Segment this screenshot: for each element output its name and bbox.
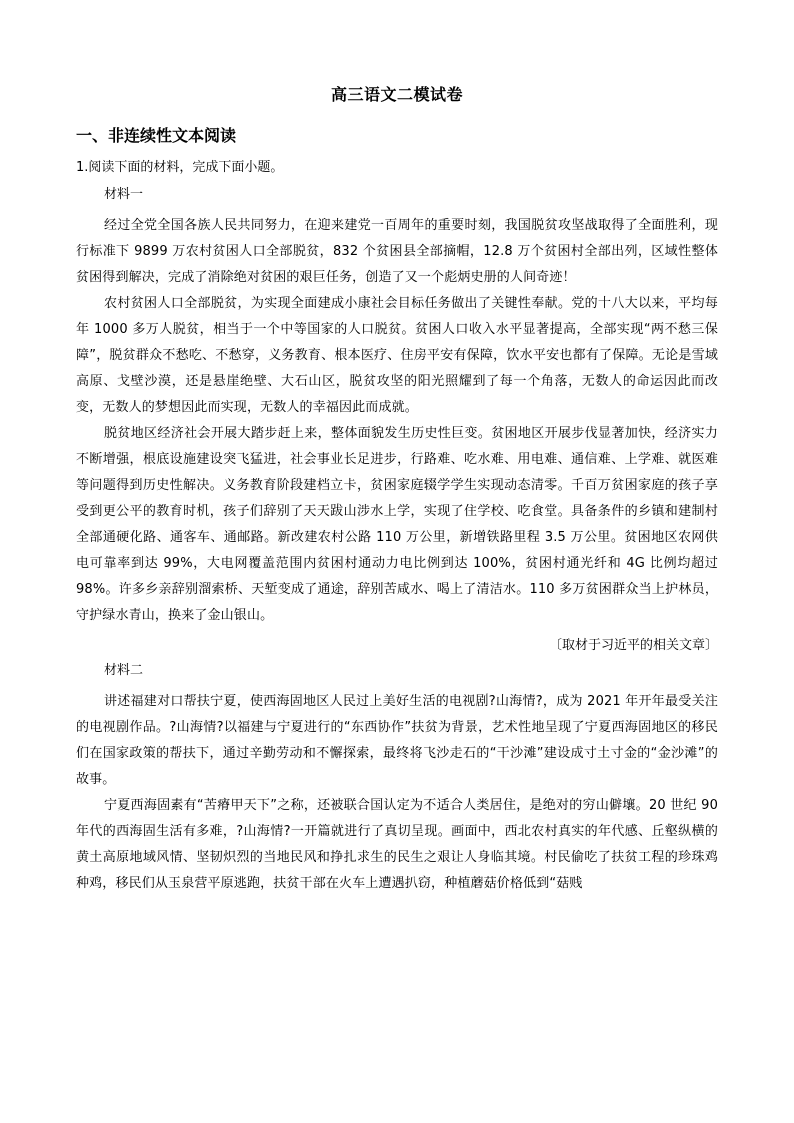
material-one-paragraph: 经过全党全国各族人民共同努力，在迎来建党一百周年的重要时刻，我国脱贫攻坚战取得了全面胜利，现行标准下 9899 万农村贫困人口全部脱贫，832 个贫困县全部摘帽，12.8 万个贫困村全部出列，区域性整体贫困得到解决，完成了消除绝对贫困的艰巨任务，创造了又一个彪炳史册的人间奇迹！ [76, 218, 718, 285]
material-one-paragraph: 农村贫困人口全部脱贫，为实现全面建成小康社会目标任务做出了关键性奉献。党的十八大以来，平均每年 1000 多万人脱贫，相当于一个中等国家的人口脱贫。贫困人口收入水平显著提高，全部实现“两不愁三保障”，脱贫群众不愁吃、不愁穿，义务教育、根本医疗、住房平安有保障，饮水平安也都有了保障。无论是雪域高原、戈壁沙漠，还是悬崖绝壁、大石山区，脱贫攻坚的阳光照耀到了每一个角落，无数人的命运因此而改变，无数人的梦想因此而实现，无数人的幸福因此而成就。 [76, 296, 718, 415]
material-one-paragraph: 脱贫地区经济社会开展大踏步赶上来，整体面貌发生历史性巨变。贫困地区开展步伐显著加快，经济实力不断增强，根底设施建设突飞猛进，社会事业长足进步，行路难、吃水难、用电难、通信难、上学难、就医难等问题得到历史性解决。义务教育阶段建档立卡，贫困家庭辍学学生实现动态清零。千百万贫困家庭的孩子享受到更公平的教育时机，孩子们辞别了天天跋山涉水上学，实现了住学校、吃食堂。具备条件的乡镇和建制村全部通硬化路、通客车、通邮路。新改建农村公路 110 万公里，新增铁路里程 3.5 万公里。贫困地区农网供电可靠率到达 99%，大电网覆盖范围内贫困村通动力电比例到达 100%，贫困村通光纤和 4G 比例均超过 98%。许多乡亲辞别溜索桥、天堑变成了通途，辞别苦咸水、喝上了清洁水。110 多万贫困群众当上护林员，守护绿水青山，换来了金山银山。 [76, 426, 718, 623]
material-two-label: 材料二 [104, 663, 144, 678]
material-one-source: 〔取材于习近平的相关文章〕 [548, 638, 718, 653]
question-prompt: 1.阅读下面的材料，完成下面小题。 [76, 160, 284, 175]
material-one-label: 材料一 [104, 187, 144, 202]
material-two-paragraph: 讲述福建对口帮扶宁夏，使西海固地区人民过上美好生活的电视剧?山海情?，成为 2021 年开年最受关注的电视剧作品。?山海情?以福建与宁夏进行的“东西协作”扶贫为背景，艺术性地呈现了宁夏西海固地区的移民们在国家政策的帮扶下，通过辛勤劳动和不懈探索，最终将飞沙走石的“干沙滩”建设成寸土寸金的“金沙滩”的故事。 [76, 694, 718, 787]
material-two-paragraph: 宁夏西海固素有“苦瘠甲天下”之称，还被联合国认定为不适合人类居住，是绝对的穷山僻壤。20 世纪 90 年代的西海固生活有多难，?山海情?一开篇就进行了真切呈现。画面中，西北农村真实的年代感、丘壑纵横的黄土高原地域风情、坚韧炽烈的当地民风和挣扎求生的民生之艰让人身临其境。村民偷吃了扶贫工程的珍珠鸡种鸡，移民们从玉泉营平原逃跑，扶贫干部在火车上遭遇扒窃，种植蘑菇价格低到“菇贱 [76, 798, 718, 891]
page-title: 高三语文二模试卷 [330, 85, 463, 104]
section-heading: 一、非连续性文本阅读 [76, 126, 237, 145]
